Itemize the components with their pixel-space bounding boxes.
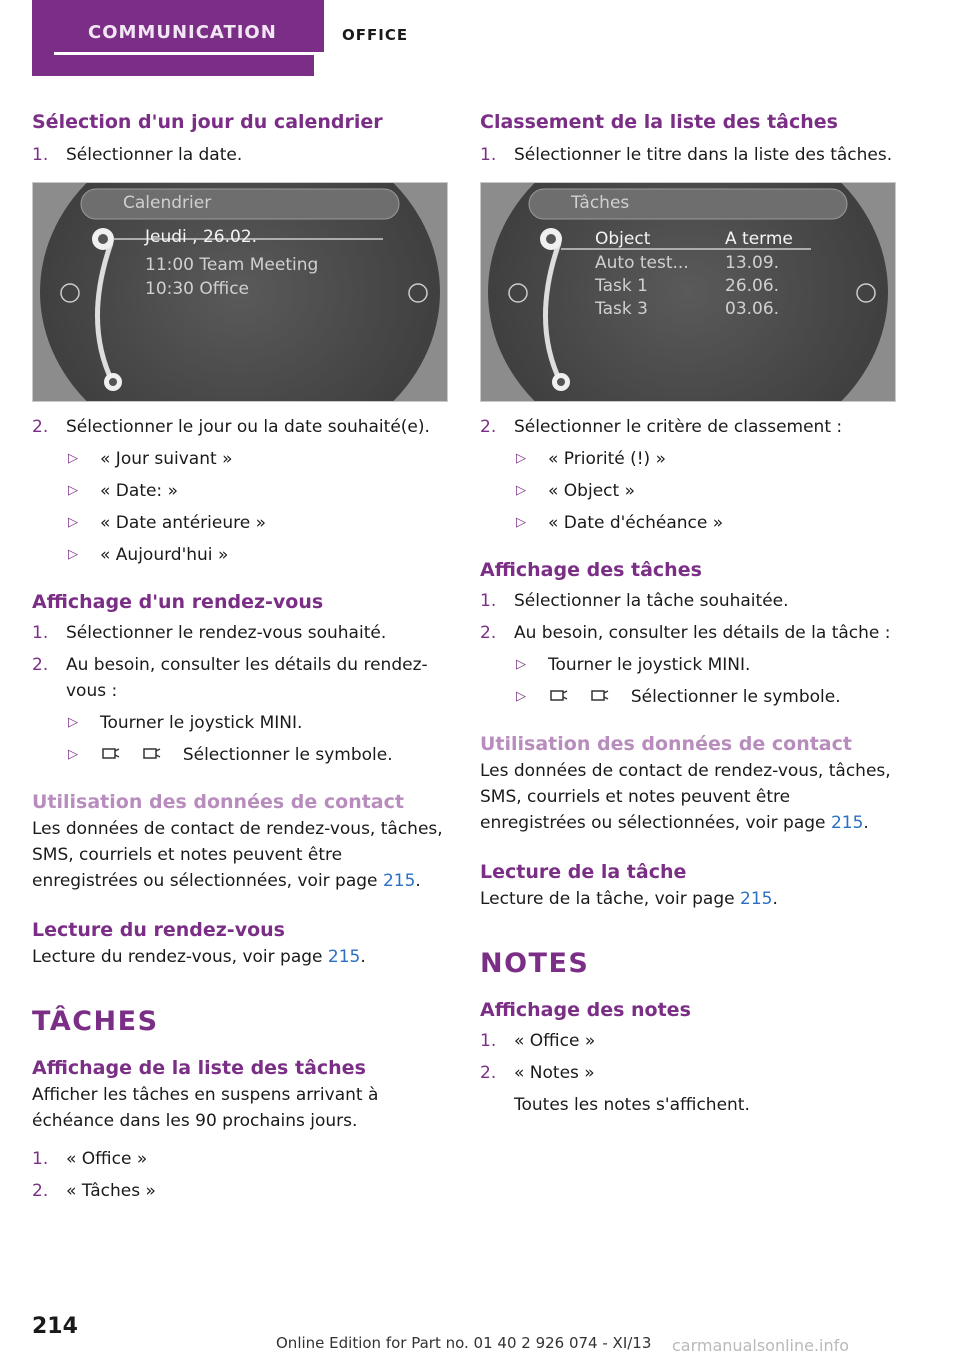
list-text: Sélectionner le titre dans la liste des tâches. [514, 145, 893, 165]
paragraph: Lecture du rendez-vous, voir page 215. [32, 947, 366, 967]
list-number: 2. [480, 623, 497, 643]
bullet-icon: ▷ [68, 547, 78, 562]
paragraph-text: Lecture du rendez-vous, voir page [32, 947, 328, 967]
left-column [32, 108, 452, 1204]
bullet-text: « Date: » [100, 481, 178, 501]
screen-row-name: Auto test... [595, 253, 689, 273]
list-text: Sélectionner la tâche souhaitée. [514, 591, 789, 611]
bullet-item [32, 478, 452, 504]
list-text: « Office » [66, 1149, 148, 1169]
bullet-icon: ▷ [68, 515, 78, 530]
screen-row-date: 26.06. [725, 276, 780, 296]
list-number: 2. [32, 1181, 49, 1201]
bullet-text: Sélectionner le symbole. [182, 745, 393, 765]
list-number: 1. [32, 1149, 49, 1169]
chapter-title: NOTES [480, 948, 590, 979]
list-item [32, 1178, 452, 1204]
paragraph: Les données de contact de rendez-vous, tâches, SMS, courriels et notes peuvent être enregistrées ou sélectionnées, voir page 215. [32, 819, 443, 891]
bullet-item [480, 652, 900, 678]
bullet-text: « Jour suivant » [100, 449, 233, 469]
screen-col-header: Object [595, 229, 651, 249]
bullet-icon: ▷ [516, 515, 526, 530]
list-item [32, 620, 452, 646]
bullet-icon: ▷ [516, 451, 526, 466]
list-item [480, 142, 900, 168]
bullet-icon: ▷ [68, 483, 78, 498]
section-title: Utilisation des données de contact [480, 733, 852, 755]
bullet-item [480, 684, 900, 710]
page-number: 214 [32, 1314, 78, 1339]
details-symbol-alt-icon [141, 746, 163, 762]
section-title: Utilisation des données de contact [32, 791, 404, 813]
bullet-text: « Date d'échéance » [548, 513, 724, 533]
screen-row-name: Task 1 [595, 276, 648, 296]
list-item [480, 1060, 900, 1086]
list-number: 2. [32, 655, 49, 675]
list-text: Sélectionner le critère de classement : [514, 417, 843, 437]
bullet-item [32, 510, 452, 536]
bullet-text: « Object » [548, 481, 635, 501]
details-symbol-alt-icon [589, 688, 611, 704]
list-text: « Tâches » [66, 1181, 156, 1201]
list-number: 2. [480, 1063, 497, 1083]
screen-row-name: Task 3 [595, 299, 648, 319]
bullet-item [480, 446, 900, 472]
tasks-screen-graphic [481, 183, 895, 401]
list-number: 2. [480, 417, 497, 437]
screen-row-date: 13.09. [725, 253, 780, 273]
details-symbol-icon [548, 688, 570, 704]
list-number: 1. [480, 145, 497, 165]
list-item [32, 1146, 452, 1172]
list-item [480, 588, 900, 614]
section-title: Affichage de la liste des tâches [32, 1057, 366, 1079]
bullet-icon: ▷ [68, 747, 78, 762]
list-item [480, 620, 900, 646]
paragraph-text: Les données de contact de rendez-vous, tâches, SMS, courriels et notes peuvent être enregistrées ou sélectionnées, voir page [480, 761, 891, 833]
list-item [480, 1028, 900, 1054]
screen-title: Tâches [571, 193, 630, 213]
bullet-text: Sélectionner le symbole. [630, 687, 841, 707]
header-tab-communication [32, 0, 314, 76]
list-text: Sélectionner le rendez-vous souhaité. [66, 623, 387, 643]
bullet-item [32, 710, 452, 736]
bullet-text: Tourner le joystick MINI. [548, 655, 751, 675]
section-title: Affichage d'un rendez-vous [32, 591, 324, 613]
watermark: carmanualsonline.info [672, 1336, 850, 1355]
right-column [480, 108, 900, 1118]
paragraph: Afficher les tâches en suspens arrivant à échéance dans les 90 prochains jours. [32, 1085, 379, 1131]
bullet-item [480, 510, 900, 536]
bullet-item [480, 478, 900, 504]
list-number: 1. [32, 145, 49, 165]
bullet-icon: ▷ [516, 657, 526, 672]
bullet-text: « Priorité (!) » [548, 449, 666, 469]
list-text: Sélectionner le jour ou la date souhaité(e). [66, 417, 430, 437]
bullet-text: « Aujourd'hui » [100, 545, 229, 565]
section-title: Sélection d'un jour du calendrier [32, 111, 383, 133]
page-link[interactable]: 215 [327, 947, 361, 967]
paragraph-text: Les données de contact de rendez-vous, tâches, SMS, courriels et notes peuvent être enregistrées ou sélectionnées, voir page [32, 819, 443, 891]
list-item [32, 652, 452, 704]
section-title: Affichage des tâches [480, 559, 702, 581]
paragraph: Lecture de la tâche, voir page 215. [480, 889, 778, 909]
paragraph-text: Lecture de la tâche, voir page [480, 889, 741, 909]
bullet-icon: ▷ [516, 689, 526, 704]
list-item [32, 414, 452, 440]
bullet-text: « Date antérieure » [100, 513, 266, 533]
details-symbol-icon [100, 746, 122, 762]
bullet-icon: ▷ [68, 451, 78, 466]
list-item-continuation [480, 1092, 900, 1118]
page-link[interactable]: 215 [740, 889, 773, 909]
tab-communication-label: COMMUNICATION [88, 22, 277, 43]
list-text: Au besoin, consulter les détails de la tâche : [514, 623, 891, 643]
list-number: 1. [480, 1031, 497, 1051]
screen-row: 11:00 Team Meeting [145, 255, 319, 275]
tab-office-label: OFFICE [342, 26, 409, 44]
list-text: Toutes les notes s'affichent. [514, 1095, 750, 1115]
bullet-item [32, 446, 452, 472]
screen-row: Jeudi , 26.02. [145, 227, 258, 247]
edition-footer: Online Edition for Part no. 01 40 2 926 074 - XI/13 [276, 1334, 652, 1352]
bullet-item [32, 742, 452, 768]
list-item [480, 414, 900, 440]
screen-row: 10:30 Office [145, 279, 250, 299]
calendar-screenshot [32, 182, 448, 402]
list-item [32, 142, 452, 168]
chapter-title: TÂCHES [32, 1006, 159, 1037]
section-title: Lecture de la tâche [480, 861, 687, 883]
list-number: 1. [32, 623, 49, 643]
bullet-text: Tourner le joystick MINI. [100, 713, 303, 733]
section-title: Classement de la liste des tâches [480, 111, 838, 133]
list-number: 2. [32, 417, 49, 437]
list-text: Au besoin, consulter les détails du rendez-vous : [66, 655, 428, 701]
list-text: « Notes » [514, 1063, 595, 1083]
tasks-screenshot [480, 182, 896, 402]
screen-title: Calendrier [123, 193, 212, 213]
bullet-item [32, 542, 452, 568]
section-title: Affichage des notes [480, 999, 691, 1021]
bullet-icon: ▷ [68, 715, 78, 730]
list-text: « Office » [514, 1031, 596, 1051]
screen-col-header: A terme [725, 229, 793, 249]
screen-row-date: 03.06. [725, 299, 780, 319]
page-link[interactable]: 215 [830, 813, 864, 833]
page-link[interactable]: 215 [382, 871, 416, 891]
paragraph: Les données de contact de rendez-vous, tâches, SMS, courriels et notes peuvent être enregistrées ou sélectionnées, voir page 215. [480, 761, 891, 833]
bullet-icon: ▷ [516, 483, 526, 498]
section-title: Lecture du rendez-vous [32, 919, 285, 941]
list-text: Sélectionner la date. [66, 145, 243, 165]
list-number: 1. [480, 591, 497, 611]
